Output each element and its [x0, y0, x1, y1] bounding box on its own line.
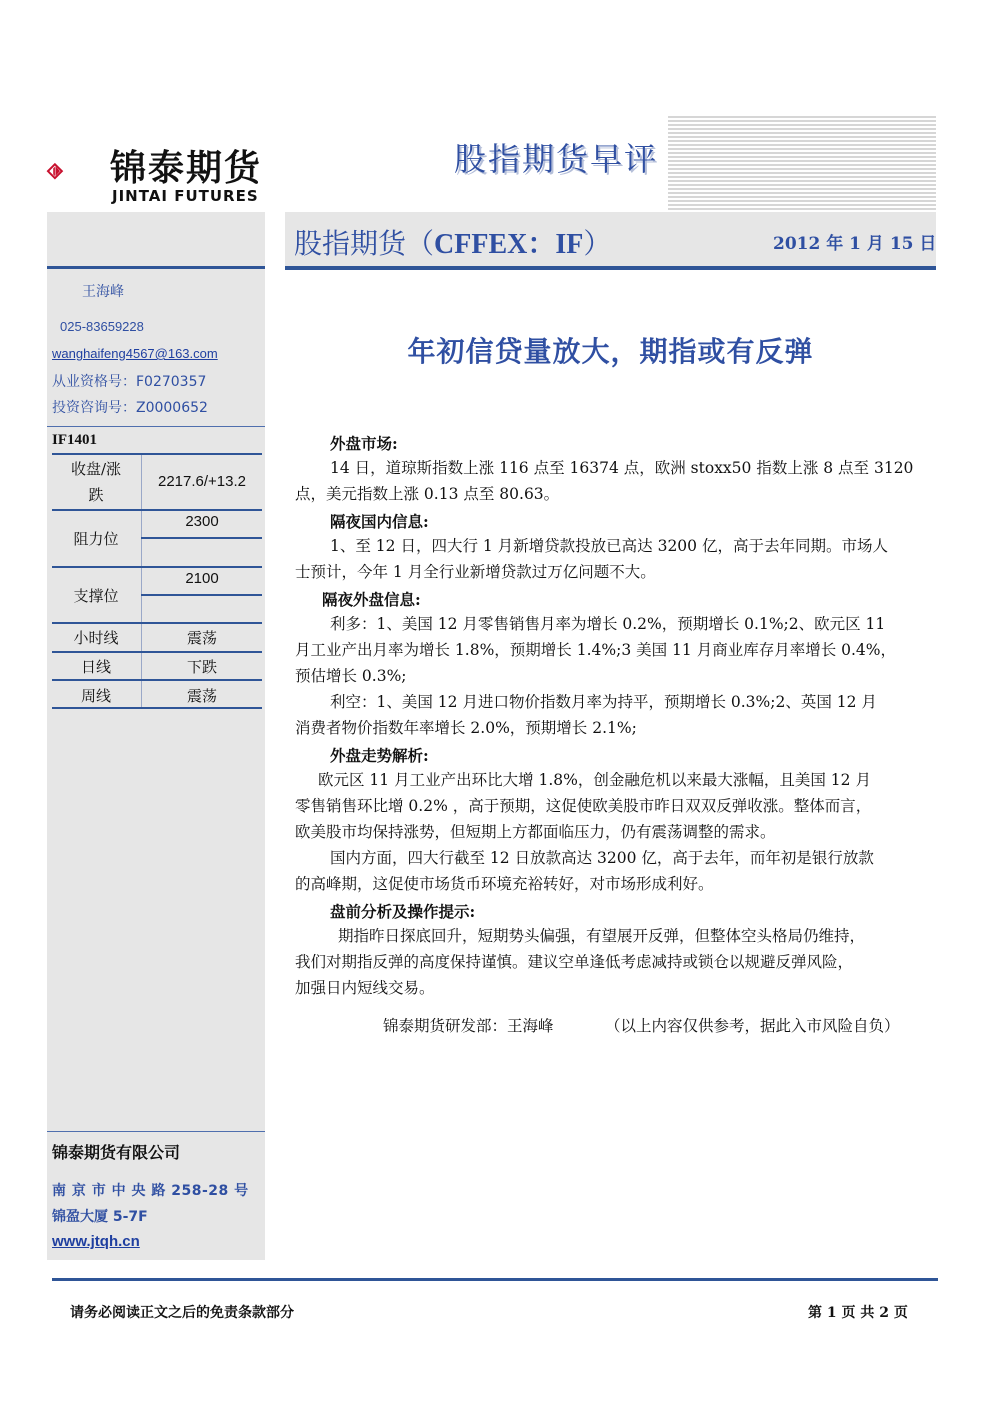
- resistance-label: 阻力位: [73, 530, 119, 548]
- paragraph-line: 消费者物价指数年率增长 2.0%，预期增长 2.1%;: [295, 719, 637, 737]
- report-title: 股指期货早评: [454, 140, 659, 178]
- footer-notice: 请务必阅读正文之后的免责条款部分: [70, 1305, 294, 1321]
- paragraph-line: 的高峰期，这促使市场货币环境充裕转好，对市场形成利好。: [295, 875, 714, 893]
- section-title: 隔夜外盘信息:: [322, 590, 421, 609]
- analyst-qualification: 从业资格号：F0270357: [52, 374, 207, 390]
- paragraph-line: 利空：1、美国 12 月进口物价指数月率为持平，预期增长 0.3%;2、英国 12 月: [330, 693, 877, 711]
- table-rule: [141, 537, 262, 539]
- paragraph-line: 欧元区 11 月工业产出环比大增 1.8%，创金融危机以来最大涨幅，且美国 12 月: [318, 771, 871, 789]
- resistance-value: 2300: [185, 513, 219, 530]
- company-name: 锦泰期货有限公司: [52, 1143, 181, 1162]
- table-rule: [52, 566, 262, 568]
- paragraph-line: 月工业产出月率为增长 1.8%，预期增长 1.4%;3 美国 11 月商业库存月率增长 0.4%，: [295, 641, 897, 659]
- analyst-phone: 025-83659228: [60, 319, 144, 334]
- contract-code: IF1401: [52, 432, 97, 448]
- footer-rule: [52, 1278, 938, 1281]
- table-rule: [52, 509, 262, 511]
- close-value: 2217.6/+13.2: [157, 473, 246, 490]
- company-website-link[interactable]: www.jtqh.cn: [52, 1233, 140, 1250]
- section-title: 盘前分析及操作提示:: [330, 902, 476, 921]
- sidebar-divider: [47, 426, 265, 427]
- paragraph-line: 预估增长 0.3%;: [295, 667, 407, 685]
- support-label: 支撑位: [73, 587, 119, 605]
- paragraph-line: 零售销售环比增 0.2% ，高于预期，这促使欧美股市昨日双双反弹收涨。整体而言，: [295, 797, 872, 815]
- support-value: 2100: [185, 570, 219, 587]
- hourly-value: 震荡: [186, 629, 217, 647]
- signature: 锦泰期货研发部：王海峰: [383, 1017, 554, 1035]
- table-rule: [52, 651, 262, 653]
- table-rule: [52, 622, 262, 624]
- headline: 年初信贷量放大，期指或有反弹: [407, 335, 814, 368]
- brand-name-cn: 锦泰期货: [110, 148, 263, 189]
- page-number: 第 1 页 共 2 页: [808, 1305, 908, 1321]
- sidebar-divider: [47, 1131, 265, 1132]
- company-address-line2: 锦盈大厦 5-7F: [52, 1209, 148, 1225]
- table-rule: [52, 679, 262, 681]
- paragraph-line: 士预计，今年 1 月全行业新增贷款过万亿问题不大。: [295, 563, 656, 581]
- sidebar: [47, 212, 265, 1260]
- table-row: [52, 685, 262, 709]
- analyst-email[interactable]: wanghaifeng4567@163.com: [52, 346, 218, 361]
- sidebar-divider: [47, 266, 265, 269]
- weekly-value: 震荡: [186, 687, 217, 705]
- close-label-line1: 收盘/涨: [70, 460, 122, 478]
- company-address-line1: 南 京 市 中 央 路 258-28 号: [52, 1183, 249, 1199]
- daily-label: 日线: [80, 658, 111, 676]
- paragraph-line: 我们对期指反弹的高度保持谨慎。建议空单逢低考虑减持或锁仓以规避反弹风险，: [295, 953, 854, 971]
- report-date: 2012 年 1 月 15 日: [773, 234, 937, 254]
- disclaimer-note: （以上内容仅供参考，据此入市风险自负）: [605, 1017, 900, 1035]
- hourly-label: 小时线: [73, 629, 119, 647]
- paragraph-line: 国内方面，四大行截至 12 日放款高达 3200 亿，高于去年，而年初是银行放款: [330, 849, 874, 867]
- analyst-name: 王海峰: [82, 284, 124, 300]
- paragraph-line: 点，美元指数上涨 0.13 点至 80.63。: [295, 485, 560, 503]
- weekly-label: 周线: [80, 687, 111, 705]
- paragraph-line: 1、至 12 日，四大行 1 月新增贷款投放已高达 3200 亿，高于去年同期。市场人: [330, 537, 888, 555]
- table-rule: [52, 453, 262, 455]
- close-label-line2: 跌: [88, 486, 104, 504]
- table-row: [52, 656, 262, 680]
- analyst-consult: 投资咨询号：Z0000652: [52, 400, 208, 416]
- category-end: ）: [583, 227, 612, 260]
- paragraph-line: 14 日，道琼斯指数上涨 116 点至 16374 点，欧洲 stoxx50 指数上涨 8 点至 3120: [330, 459, 914, 477]
- paragraph-line: 欧美股市均保持涨势，但短期上方都面临压力，仍有震荡调整的需求。: [295, 823, 776, 841]
- table-row: [52, 458, 262, 508]
- category-band-rule: [285, 266, 936, 270]
- table-rule: [52, 707, 262, 709]
- section-title: 外盘走势解析:: [330, 746, 429, 765]
- category-code: CFFEX：IF: [434, 229, 584, 260]
- header-stripes: [668, 116, 936, 210]
- section-title: 外盘市场:: [330, 434, 398, 453]
- category-label: 股指期货（: [294, 227, 435, 260]
- table-rule: [141, 594, 262, 596]
- brand-name-en: JINTAI FUTURES: [112, 187, 259, 205]
- table-row: [52, 627, 262, 651]
- paragraph-line: 加强日内短线交易。: [295, 979, 435, 997]
- paragraph-line: 利多：1、美国 12 月零售销售月率为增长 0.2%，预期增长 0.1%;2、欧元区 11: [330, 615, 886, 633]
- section-title: 隔夜国内信息:: [330, 512, 429, 531]
- paragraph-line: 期指昨日探底回升，短期势头偏强，有望展开反弹，但整体空头格局仍维持，: [338, 927, 866, 945]
- report-category: [294, 222, 611, 262]
- daily-value: 下跌: [186, 658, 217, 676]
- jintai-logo-icon: [46, 140, 110, 204]
